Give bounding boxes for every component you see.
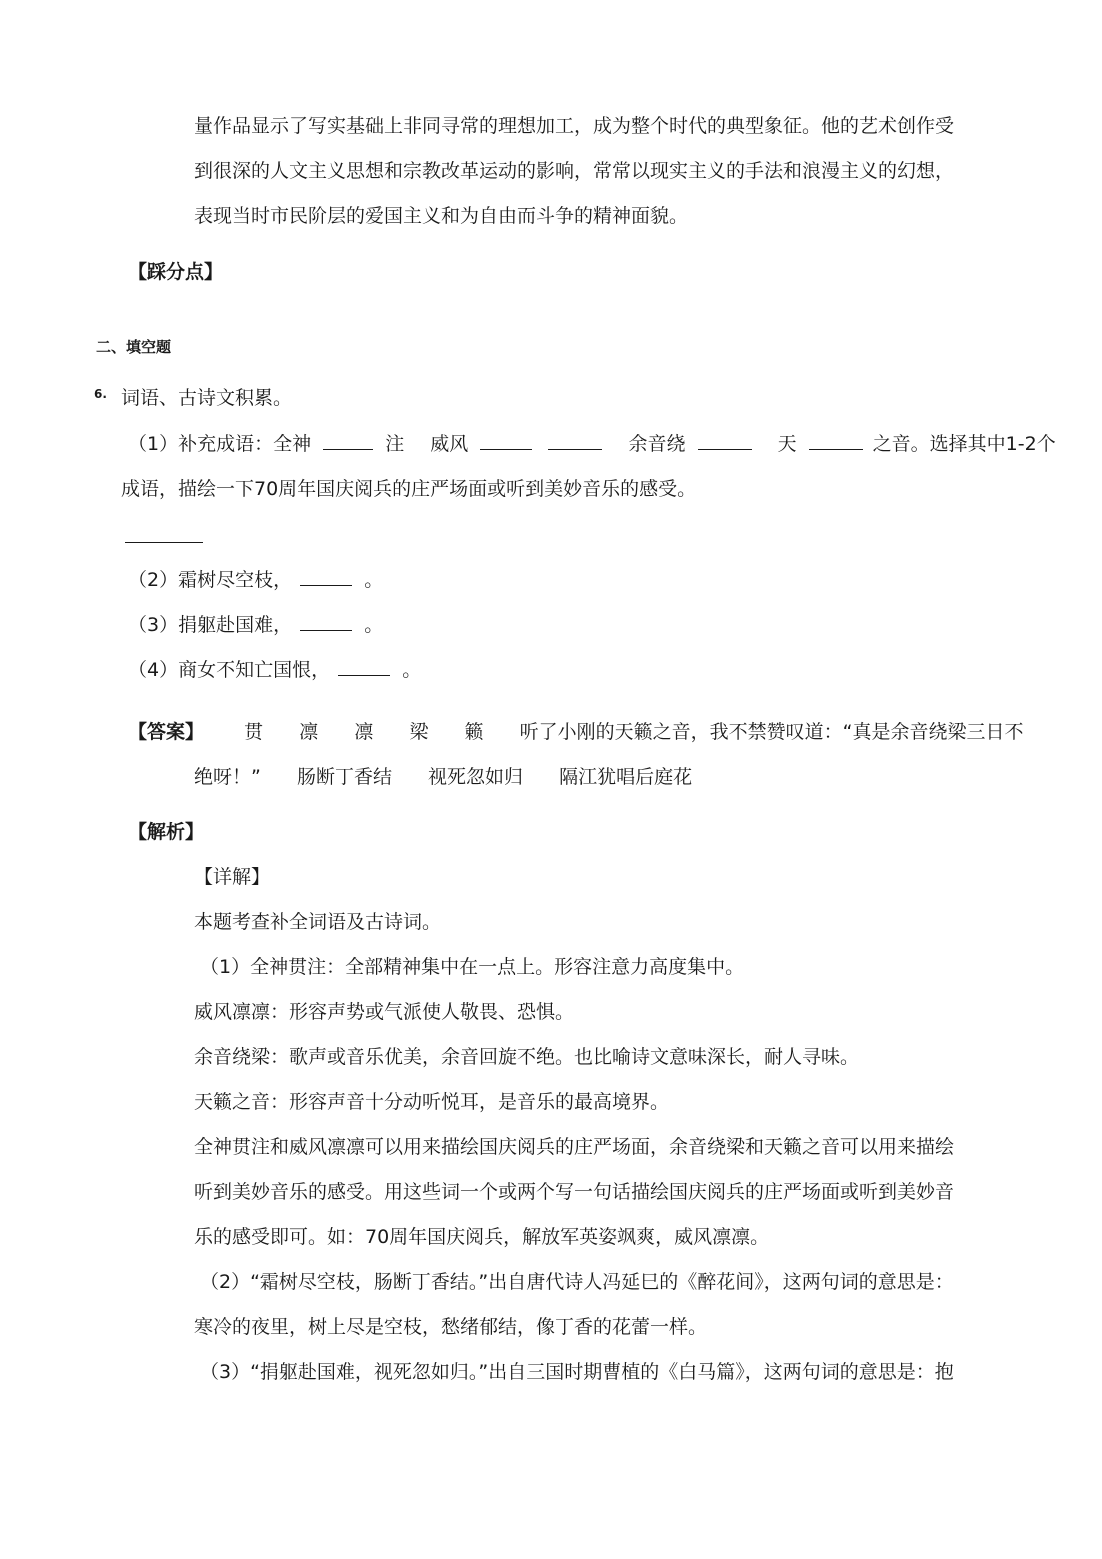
intro-line-3: 表现当时市民阶层的爱国主义和为自由而斗争的精神面貌。 xyxy=(194,205,689,227)
blank-6[interactable] xyxy=(125,524,203,543)
answer-part-4: 隔江犹唱后庭花 xyxy=(559,766,693,788)
answer-item-1: 贯 xyxy=(244,721,264,743)
blank-4[interactable] xyxy=(698,431,752,450)
answer-part-2: 肠断丁香结 xyxy=(296,766,392,788)
question-part-2 xyxy=(128,567,383,592)
part-1-word-1: 注 xyxy=(385,433,405,455)
answer-sentence: 听了小刚的天籁之音，我不禁赞叹道：“真是余音绕梁三日不 xyxy=(519,721,1024,743)
intro-line-2: 到很深的人文主义思想和宗教改革运动的影响，常常以现实主义的手法和浪漫主义的幻想， xyxy=(194,160,955,182)
analysis-line-7: 听到美妙音乐的感受。用这些词一个或两个写一句话描绘国庆阅兵的庄严场面或听到美妙音 xyxy=(194,1181,955,1203)
blank-5[interactable] xyxy=(809,431,863,450)
blank-2[interactable] xyxy=(480,431,532,450)
answer-line-1 xyxy=(128,720,1024,744)
answer-item-2: 凛 xyxy=(299,721,319,743)
analysis-line-4: 余音绕梁：歌声或音乐优美，余音回旋不绝。也比喻诗文意味深长，耐人寻味。 xyxy=(194,1046,860,1068)
analysis-line-5: 天籁之音：形容声音十分动听悦耳，是音乐的最高境界。 xyxy=(194,1091,670,1113)
blank-8[interactable] xyxy=(300,612,352,631)
answer-part-3: 视死忽如归 xyxy=(428,766,524,788)
analysis-line-1: 本题考查补全词语及古诗词。 xyxy=(194,911,442,933)
part-2-end: 。 xyxy=(364,569,384,591)
part-1-word-5: 之音。选择其中1-2个 xyxy=(872,433,1056,455)
blank-3[interactable] xyxy=(548,431,602,450)
blank-9[interactable] xyxy=(338,657,390,676)
part-4-end: 。 xyxy=(402,659,422,681)
question-stem: 词语、古诗文积累。 xyxy=(121,387,293,409)
detail-label: 【详解】 xyxy=(194,866,271,888)
part-1-prefix: （1）补充成语：全神 xyxy=(128,433,312,455)
analysis-line-8: 乐的感受即可。如：70周年国庆阅兵，解放军英姿飒爽，威风凛凛。 xyxy=(194,1226,770,1248)
analysis-line-9: （2）“霜树尽空枝，肠断丁香结。”出自唐代诗人冯延巳的《醉花间》，这两句词的意思是： xyxy=(200,1271,954,1293)
question-part-1 xyxy=(128,431,1056,456)
part-1-word-4: 天 xyxy=(777,433,797,455)
intro-line-1: 量作品显示了写实基础上非同寻常的理想加工，成为整个时代的典型象征。他的艺术创作受 xyxy=(194,115,955,137)
question-part-3 xyxy=(128,612,383,637)
question-part-1-line-2: 成语，描绘一下70周年国庆阅兵的庄严场面或听到美妙音乐的感受。 xyxy=(121,478,697,500)
part-1-word-2: 威风 xyxy=(430,433,469,455)
question-part-4 xyxy=(128,657,421,682)
part-1-word-3: 余音绕 xyxy=(628,433,686,455)
blank-1[interactable] xyxy=(323,431,373,450)
analysis-line-10: 寒冷的夜里，树上尽是空枝，愁绪郁结，像丁香的花蕾一样。 xyxy=(194,1316,708,1338)
answer-line-2-start: 绝呀！” xyxy=(194,766,261,788)
section-title: 二、填空题 xyxy=(96,338,172,356)
score-points-label: 【踩分点】 xyxy=(128,261,224,283)
analysis-line-6: 全神贯注和威风凛凛可以用来描绘国庆阅兵的庄严场面，余音绕梁和天籁之音可以用来描绘 xyxy=(194,1136,955,1158)
answer-line-2 xyxy=(194,765,692,789)
answer-item-3: 凛 xyxy=(354,721,374,743)
question-number: 6. xyxy=(94,387,107,401)
analysis-line-2: （1）全神贯注：全部精神集中在一点上。形容注意力高度集中。 xyxy=(200,956,745,978)
part-4-text: （4）商女不知亡国恨， xyxy=(128,659,331,681)
analysis-label: 【解析】 xyxy=(128,821,205,843)
part-2-text: （2）霜树尽空枝， xyxy=(128,569,293,591)
blank-7[interactable] xyxy=(300,567,352,586)
answer-item-5: 籁 xyxy=(464,721,484,743)
answer-item-4: 梁 xyxy=(409,721,429,743)
part-3-end: 。 xyxy=(364,614,384,636)
analysis-line-3: 威风凛凛：形容声势或气派使人敬畏、恐惧。 xyxy=(194,1001,575,1023)
part-3-text: （3）捐躯赴国难， xyxy=(128,614,293,636)
answer-label: 【答案】 xyxy=(128,721,205,743)
analysis-line-11: （3）“捐躯赴国难，视死忽如归。”出自三国时期曹植的《白马篇》，这两句词的意思是：抱 xyxy=(200,1361,954,1383)
